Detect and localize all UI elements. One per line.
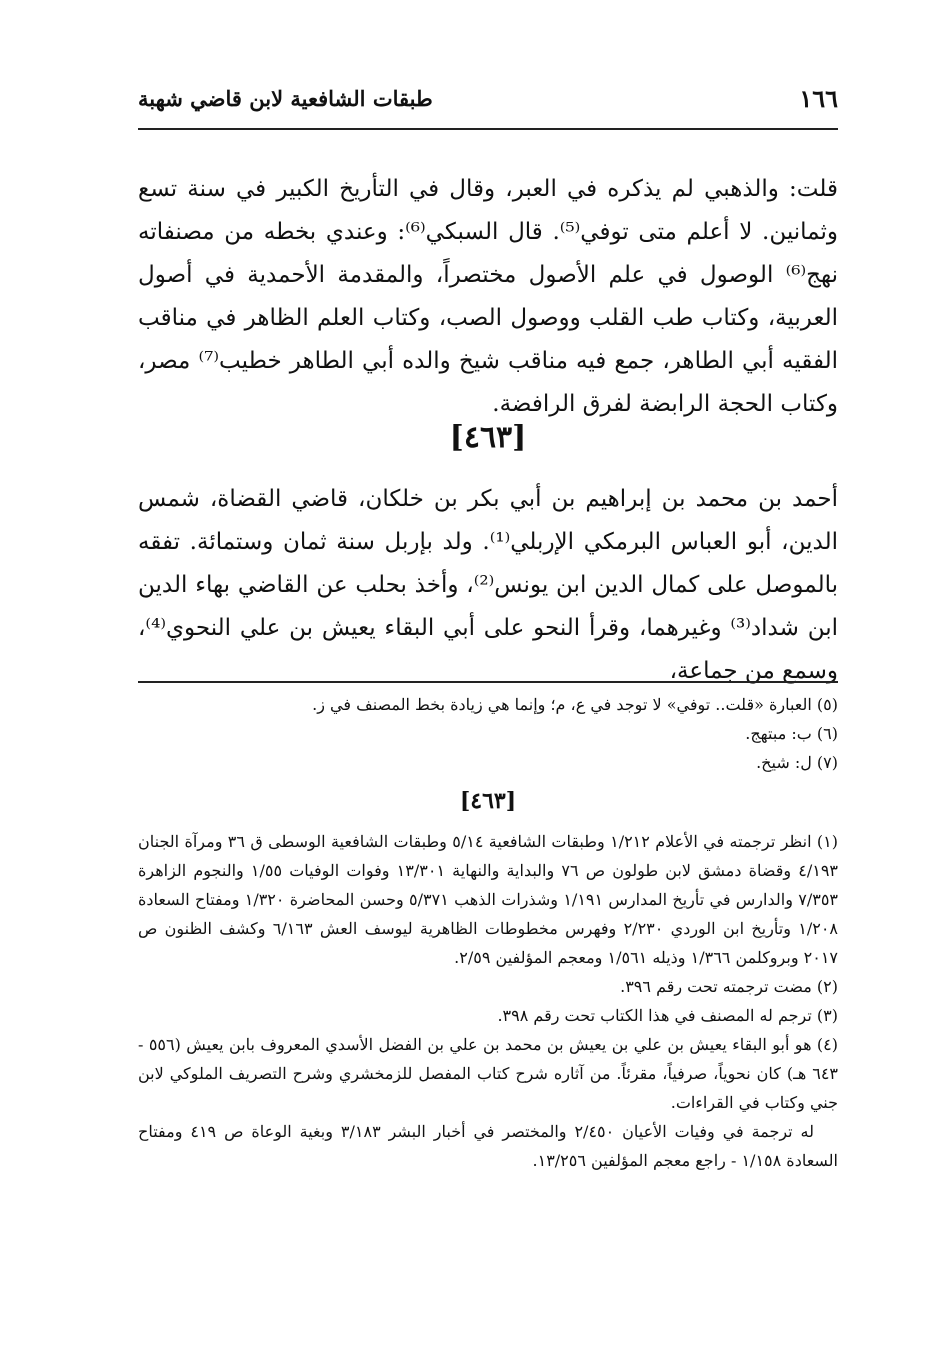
- main-text: [138, 168, 838, 426]
- footnote-4: (٤) هو أبو البقاء يعيش بن علي بن يعيش بن محمد بن علي بن الفضل الأسدي المعروف بابن يعيش (٥٥٦ - ٦٤٣ هـ) كان نحوياً، صرفياً، مقرئاً. من آثاره شرح كتاب المفصل للزمخشري وشرح التصريف الملوكي لابن جني وكتاب في القراءات.: [138, 1035, 838, 1112]
- footnote-prev-6: (٦) ب: مبتهج.: [745, 724, 838, 743]
- footnotes: [138, 690, 838, 1175]
- footnote-3: (٣) ترجم له المصنف في هذا الكتاب تحت رقم ٣٩٨.: [497, 1006, 838, 1025]
- entry-paragraph: أحمد بن محمد بن إبراهيم بن أبي بكر بن خلكان، قاضي القضاة، شمس الدين، أبو العباس البرمكي الإربلي⁽¹⁾. ولد بإربل سنة ثمان وستمائة. تفقه بالموصل على كمال الدين ابن يونس⁽²⁾، وأخذ بحلب عن القاضي بهاء الدين ابن شداد⁽³⁾ وغيرهما، وقرأ النحو على أبي البقاء يعيش بن علي النحوي⁽⁴⁾، وسمع من جماعة،: [138, 486, 838, 684]
- footnote-prev-5: (٥) العبارة «قلت.. توفي» لا توجد في ع، م؛ وإنما هي زيادة بخط المصنف في ز.: [312, 695, 838, 714]
- footnote-2: (٢) مضت ترجمته تحت رقم ٣٩٦.: [620, 977, 838, 996]
- entry-text: [138, 478, 838, 693]
- page-header: [138, 78, 838, 118]
- footnote-1: (١) انظر ترجمته في الأعلام ١/٢١٢ وطبقات الشافعية ٥/١٤ وطبقات الشافعية الوسطى ق ٣٦ ومرآة الجنان ٤/١٩٣ وقضاة دمشق لابن طولون ص ٧٦ والبداية والنهاية ١٣/٣٠١ وفوات الوفيات ١/٥٥ والنجوم الزاهرة ٧/٣٥٣ والدارس في تأريخ المدارس ١/١٩١ وشذرات الذهب ٥/٣٧١ وحسن المحاضرة ١/٣٢٠ ومفتاح السعادة ١/٢٠٨ وتأريخ ابن الوردي ٢/٢٣٠ وفهرس مخطوطات الظاهرية ليوسف العش ٦/١٦٣ وكشف الظنون ص ٢٠١٧ وبروكلمن ١/٣٦٦ وذيله ١/٥٦١ ومعجم المؤلفين ٢/٥٩.: [138, 832, 839, 967]
- footnote-entry-heading: [٤٦٣]: [459, 788, 517, 814]
- footnote-4-continuation: له ترجمة في وفيات الأعيان ٢/٤٥٠ والمختصر في أخبار البشر ٣/١٨٣ وبغية الوعاة ص ٤١٩ ومفتاح السعادة ١/١٥٨ - راجع معجم المؤلفين ١٣/٢٥٦.: [138, 1122, 838, 1170]
- footnote-prev-7: (٧) ل: شيخ.: [756, 753, 838, 772]
- entry-number-heading: [٤٦٣]: [449, 420, 527, 455]
- page-number: ١٦٦: [799, 83, 838, 113]
- running-title: طبقات الشافعية لابن قاضي شهبة: [138, 85, 433, 111]
- footnote-rule: [138, 681, 838, 683]
- main-paragraph: قلت: والذهبي لم يذكره في العبر، وقال في التأريخ الكبير في سنة تسع وثمانين. لا أعلم متى توفي⁽⁵⁾. قال السبكي⁽⁶⁾: وعندي بخطه من مصنفاته نهج⁽⁶⁾ الوصول في علم الأصول مختصراً، والمقدمة الأحمدية في أصول العربية، وكتاب طب القلب ووصول الصب، وكتاب العلم الظاهر في مناقب الفقيه أبي الطاهر، جمع فيه مناقب شيخ والده أبي الطاهر خطيب⁽⁷⁾ مصر، وكتاب الحجة الرابضة لفرق الرافضة.: [138, 176, 838, 417]
- header-rule: [138, 128, 838, 130]
